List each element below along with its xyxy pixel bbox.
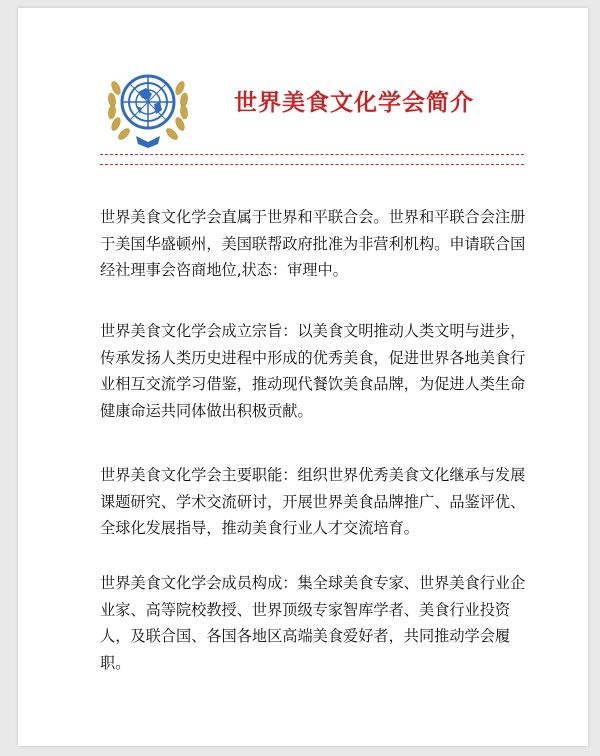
paragraph-purpose: 世界美食文化学会成立宗旨：以美食文明推动人类文明与进步，传承发扬人类历史进程中形成的优秀美食，促进世界各地美食行业相互交流学习借鉴，推动现代餐饮美食品牌，为促进人类生命健康命运共同体做出积极贡献。 — [100, 322, 526, 420]
paragraph-functions: 世界美食文化学会主要职能：组织世界优秀美食文化继承与发展课题研究、学术交流研讨，开展世界美食品牌推广、品鉴评优、全球化发展指导，推动美食行业人才交流培育。 — [100, 466, 526, 537]
page-title: 世界美食文化学会简介 — [234, 90, 474, 116]
globe-laurel-emblem-icon — [102, 58, 194, 150]
paragraph-affiliation: 世界美食文化学会直属于世界和平联合会。世界和平联合会注册于美国华盛顿州，美国联帮政府批准为非营利机构。申请联合国经社理事会咨商地位,状态：审理中。 — [100, 208, 526, 279]
title-divider — [100, 154, 524, 165]
paragraph-membership: 世界美食文化学会成员构成：集全球美食专家、世界美食行业企业家、高等院校教授、世界顶级专家智库学者、美食行业投资人，及联合国、各国各地区高端美食爱好者，共同推动学会履职。 — [100, 574, 526, 672]
document-page — [18, 8, 588, 746]
